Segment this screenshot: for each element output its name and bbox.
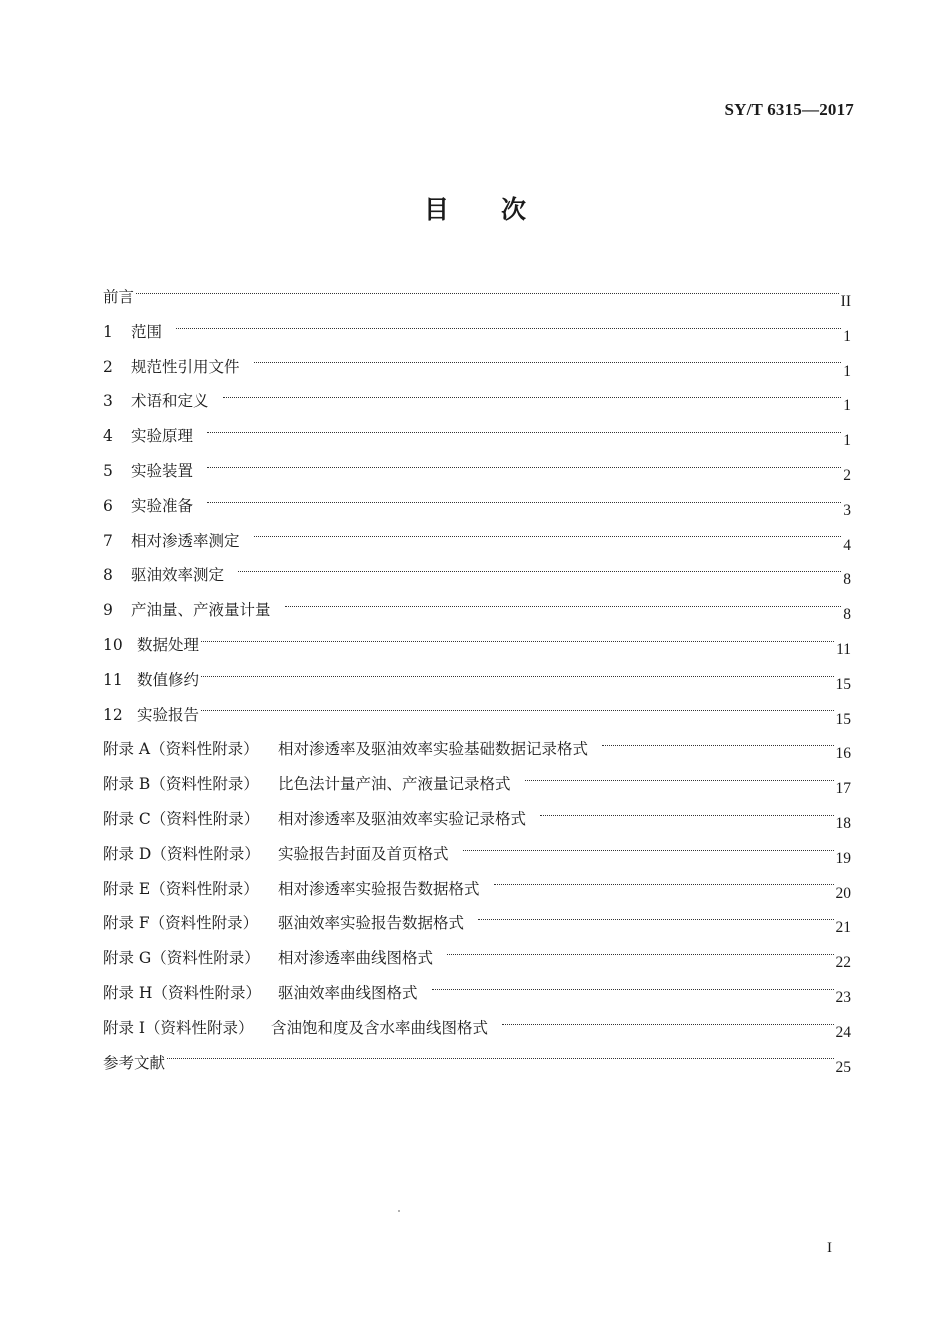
toc-entry-label: 术语和定义: [131, 392, 209, 411]
toc-entry-label: 相对渗透率曲线图格式: [278, 949, 434, 968]
toc-entry-number: 附录 C（资料性附录）: [103, 809, 260, 828]
toc-entry-page: 23: [835, 988, 851, 1006]
toc-entry-page: II: [840, 293, 851, 310]
toc-entry[interactable]: [103, 663, 851, 698]
toc-leader-dots: [540, 815, 833, 816]
toc-entry-label: 实验报告: [137, 705, 200, 724]
toc-entry-number: 附录 H（资料性附录）: [103, 983, 261, 1002]
toc-leader-dots: [463, 850, 834, 851]
toc-entry-label: 范围: [131, 322, 163, 341]
toc-entry-page: 18: [835, 814, 851, 832]
toc-leader-dots: [167, 1058, 833, 1059]
toc-leader-dots: [432, 989, 834, 990]
toc-entry[interactable]: [103, 976, 851, 1011]
toc-entry-label: 驱油效率实验报告数据格式: [278, 914, 465, 933]
toc-entry-label: 含油饱和度及含水率曲线图格式: [271, 1018, 489, 1037]
toc-leader-dots: [254, 362, 841, 363]
toc-leader-dots: [254, 536, 841, 537]
toc-leader-dots: [285, 606, 841, 607]
page-number: I: [827, 1240, 832, 1256]
toc-entry[interactable]: [103, 384, 851, 419]
toc-entry-number: 5: [103, 461, 113, 480]
toc-entry[interactable]: [103, 524, 851, 559]
toc-entry[interactable]: [103, 906, 851, 941]
toc-entry-label: 实验报告封面及首页格式: [278, 844, 449, 863]
toc-entry-label: 相对渗透率实验报告数据格式: [278, 879, 480, 898]
toc-leader-dots: [201, 641, 834, 642]
toc-entry-label: 参考文献: [103, 1053, 166, 1072]
toc-leader-dots: [494, 884, 834, 885]
toc-entry[interactable]: [103, 1011, 851, 1046]
toc-entry-page: 3: [843, 501, 851, 519]
toc-entry-label: 产油量、产液量计量: [131, 601, 271, 620]
toc-entry-number: 附录 G（资料性附录）: [103, 949, 260, 968]
toc-entry[interactable]: [103, 1046, 851, 1081]
toc-entry[interactable]: [103, 350, 851, 385]
toc-entry-label: 驱油效率测定: [131, 566, 225, 585]
toc-leader-dots: [201, 676, 833, 677]
toc-entry[interactable]: [103, 489, 851, 524]
toc-entry[interactable]: [103, 872, 851, 907]
toc-leader-dots: [447, 954, 833, 955]
toc-entry-page: 4: [843, 536, 851, 554]
toc-leader-dots: [136, 293, 839, 294]
page-title: 目次: [423, 195, 578, 224]
toc-entry-page: 8: [843, 606, 851, 624]
toc-entry[interactable]: [103, 454, 851, 489]
toc-leader-dots: [502, 1024, 833, 1025]
toc-entry-number: 2: [103, 357, 113, 376]
toc-entry-page: 2: [843, 466, 851, 484]
toc-leader-dots: [201, 710, 833, 711]
toc-entry-label: 前言: [103, 288, 135, 306]
toc-entry-page: 19: [835, 849, 851, 867]
toc-entry-label: 比色法计量产油、产液量记录格式: [278, 775, 511, 794]
toc-entry-label: 相对渗透率测定: [131, 531, 240, 550]
toc-entry-page: 16: [835, 745, 851, 763]
toc-entry-label: 实验准备: [131, 496, 194, 515]
toc-entry[interactable]: [103, 767, 851, 802]
toc-entry-page: 1: [843, 397, 851, 415]
toc-entry-label: 驱油效率曲线图格式: [278, 983, 418, 1002]
toc-leader-dots: [478, 919, 833, 920]
toc-leader-dots: [207, 432, 841, 433]
toc-entry-page: 15: [835, 710, 851, 728]
toc-entry-number: 6: [103, 496, 113, 515]
toc-leader-dots: [238, 571, 841, 572]
toc-leader-dots: [207, 467, 841, 468]
toc-entry-page: 15: [835, 675, 851, 693]
toc-entry-number: 4: [103, 427, 113, 446]
toc-entry-page: 17: [835, 780, 851, 798]
toc-entry-label: 相对渗透率及驱油效率实验记录格式: [278, 809, 527, 828]
toc-entry-number: 附录 D（资料性附录）: [103, 844, 260, 863]
toc-entry[interactable]: [103, 280, 851, 315]
scan-speck: [398, 1210, 400, 1212]
toc-entry-page: 1: [843, 327, 851, 345]
toc-entry-page: 20: [835, 884, 851, 902]
toc-leader-dots: [176, 328, 841, 329]
toc-entry[interactable]: [103, 558, 851, 593]
toc-entry-number: 3: [103, 392, 113, 411]
toc-entry-page: 11: [836, 640, 851, 658]
standard-code: SY/T 6315—2017: [724, 100, 854, 119]
toc-entry-page: 8: [843, 571, 851, 589]
toc-entry-number: 12: [103, 705, 123, 724]
toc-entry-label: 数值修约: [137, 670, 200, 689]
toc-entry[interactable]: [103, 802, 851, 837]
toc-entry-page: 25: [835, 1058, 851, 1076]
toc-entry[interactable]: [103, 941, 851, 976]
toc-entry-page: 21: [835, 919, 851, 937]
toc-entry[interactable]: [103, 837, 851, 872]
toc-entry-label: 实验原理: [131, 427, 194, 446]
table-of-contents: [103, 280, 851, 1080]
toc-entry-label: 实验装置: [131, 461, 194, 480]
toc-leader-dots: [525, 780, 834, 781]
toc-leader-dots: [223, 397, 841, 398]
toc-entry-label: 规范性引用文件: [131, 357, 240, 376]
toc-entry-number: 10: [103, 635, 123, 654]
toc-entry-number: 附录 E（资料性附录）: [103, 879, 259, 898]
toc-entry[interactable]: [103, 315, 851, 350]
toc-entry-page: 1: [843, 432, 851, 450]
toc-entry-number: 附录 B（资料性附录）: [103, 775, 259, 794]
toc-entry[interactable]: [103, 628, 851, 663]
toc-entry-number: 附录 I（资料性附录）: [103, 1018, 254, 1037]
toc-entry[interactable]: [103, 698, 851, 733]
toc-entry-number: 附录 A（资料性附录）: [103, 740, 259, 759]
toc-entry-number: 9: [103, 601, 113, 620]
toc-entry-number: 附录 F（资料性附录）: [103, 914, 259, 933]
toc-leader-dots: [602, 745, 833, 746]
toc-entry-page: 22: [835, 954, 851, 972]
toc-entry-number: 7: [103, 531, 113, 550]
toc-entry[interactable]: [103, 419, 851, 454]
toc-leader-dots: [207, 502, 841, 503]
toc-entry-page: 24: [835, 1023, 851, 1041]
toc-entry[interactable]: [103, 732, 851, 767]
toc-entry-number: 8: [103, 566, 113, 585]
toc-entry[interactable]: [103, 593, 851, 628]
toc-entry-number: 1: [103, 322, 113, 341]
toc-entry-number: 11: [103, 670, 123, 689]
toc-entry-page: 1: [843, 362, 851, 380]
toc-entry-label: 相对渗透率及驱油效率实验基础数据记录格式: [278, 740, 589, 759]
toc-entry-label: 数据处理: [137, 635, 200, 654]
